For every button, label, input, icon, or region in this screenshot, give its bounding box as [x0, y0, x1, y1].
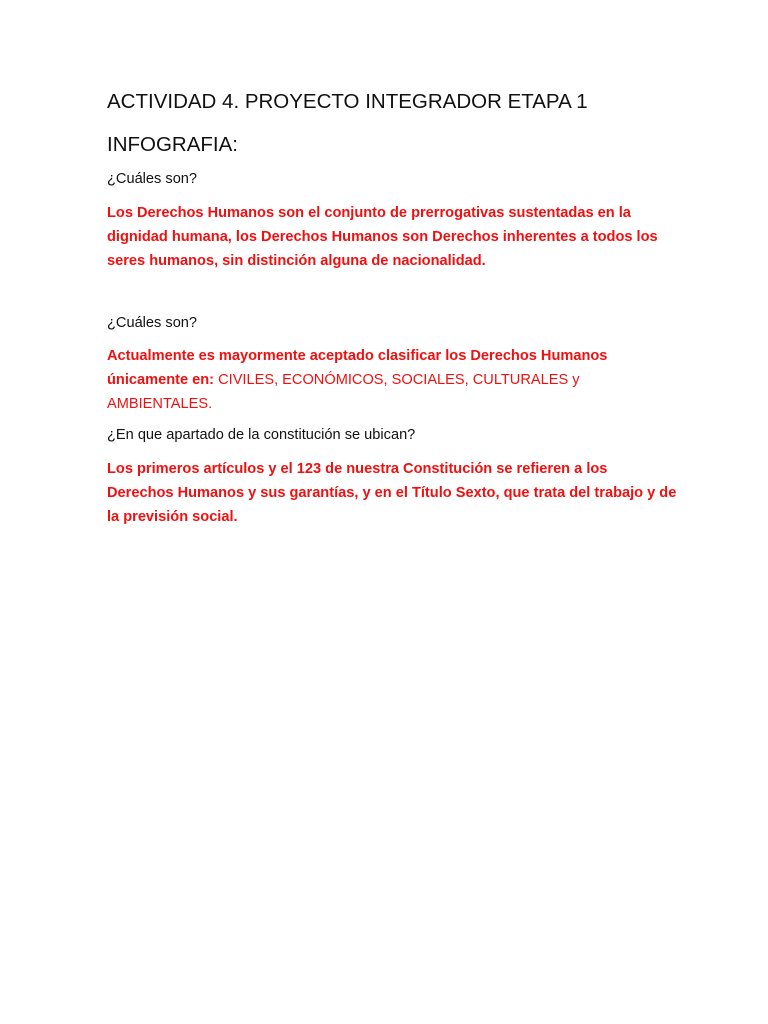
question-2: ¿Cuáles son?: [107, 314, 198, 331]
document-subtitle: INFOGRAFIA:: [107, 132, 238, 156]
document-content: [107, 90, 677, 529]
document-title: ACTIVIDAD 4. PROYECTO INTEGRADOR ETAPA 1: [107, 90, 588, 113]
answer-3: Los primeros artículos y el 123 de nuestra Constitución se refieren a los Derechos Humanos y sus garantías, y en el Título Sexto, que trata del trabajo y de la previsión social.: [107, 460, 677, 525]
answer-1: Los Derechos Humanos son el conjunto de prerrogativas sustentadas en la dignidad humana, los Derechos Humanos son Derechos inherentes a todos los seres humanos, sin distinción alguna de nacionalidad.: [107, 204, 658, 269]
answer-2-categories: CIVILES, ECONÓMICOS, SOCIALES, CULTURALES y AMBIENTALES.: [107, 372, 580, 413]
answer-2-intro: Actualmente es mayormente aceptado clasificar los Derechos Humanos únicamente en:: [107, 348, 608, 389]
question-1: ¿Cuáles son?: [107, 171, 198, 188]
question-3: ¿En que apartado de la constitución se ubican?: [107, 427, 416, 444]
answer-2: [107, 344, 677, 416]
